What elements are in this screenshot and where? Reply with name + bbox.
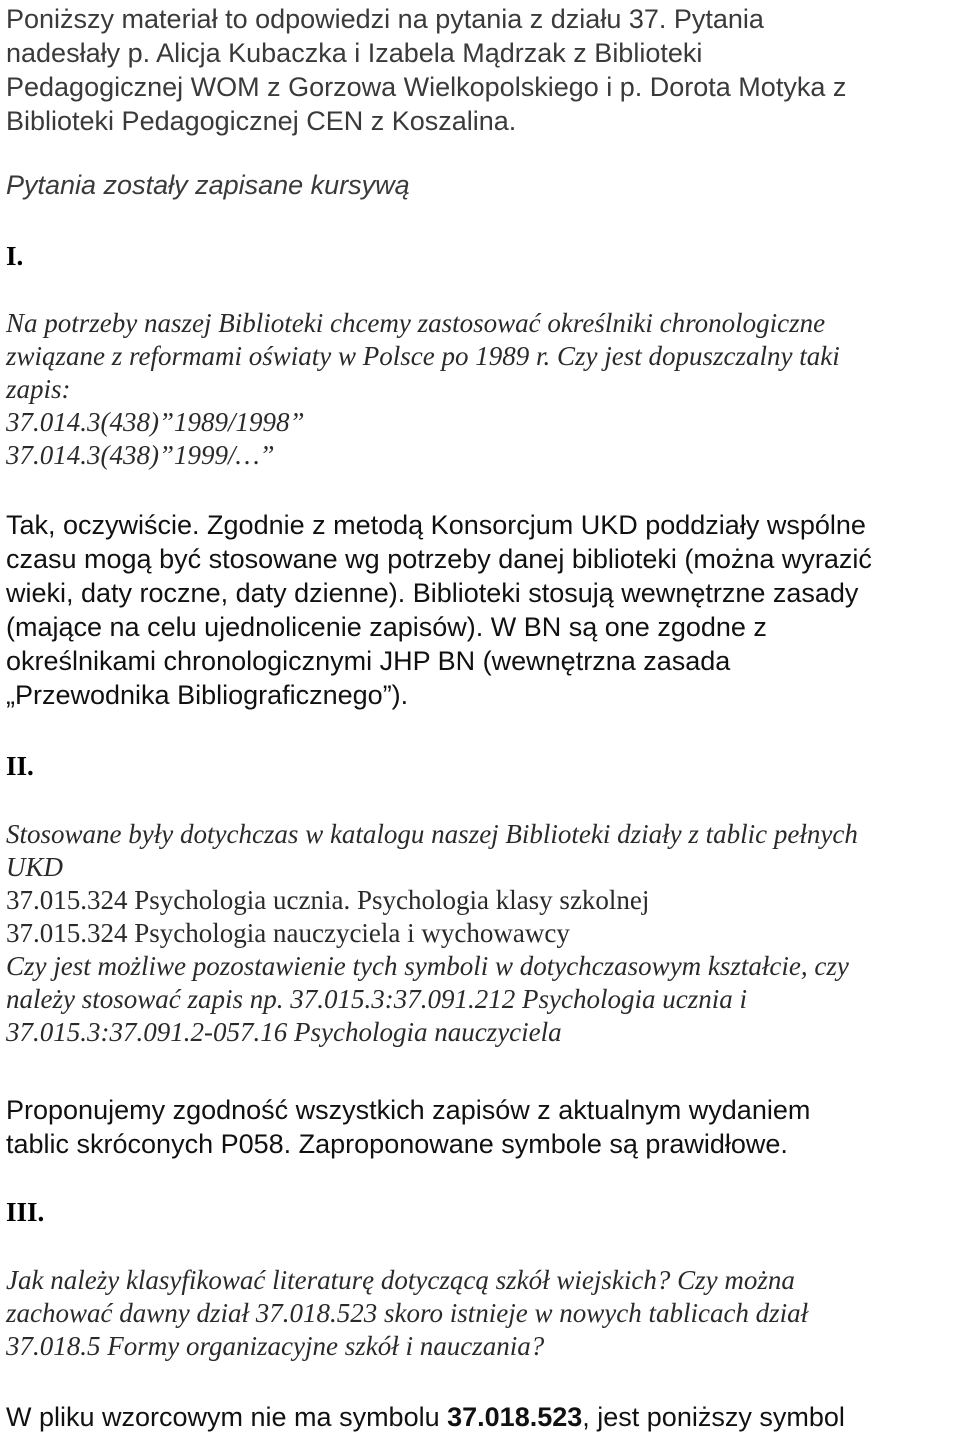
question-line: 37.015.3:37.091.2-057.16 Psychologia nauczyciela bbox=[6, 1017, 562, 1047]
code-line: 37.014.3(438)”1999/…” bbox=[6, 440, 275, 470]
answer-line: określnikami chronologicznymi JHP BN (wewnętrzna zasada bbox=[6, 646, 731, 676]
question-line: Jak należy klasyfikować literaturę dotyczącą szkół wiejskich? Czy można bbox=[6, 1265, 795, 1295]
answer-line: Tak, oczywiście. Zgodnie z metodą Konsorcjum UKD poddziały wspólne bbox=[6, 510, 866, 540]
section-heading-2: II. bbox=[6, 751, 34, 781]
question-line: Stosowane były dotychczas w katalogu naszej Biblioteki działy z tablic pełnych bbox=[6, 819, 858, 849]
section2-question bbox=[6, 818, 946, 1049]
question-line: związane z reformami oświaty w Polsce po 1989 r. Czy jest dopuszczalny taki bbox=[6, 341, 840, 371]
section-heading-3: III. bbox=[6, 1197, 45, 1227]
section1-answer bbox=[6, 508, 951, 712]
question-line: Czy jest możliwe pozostawienie tych symboli w dotychczasowym kształcie, czy bbox=[6, 951, 849, 981]
intro-line: Biblioteki Pedagogicznej CEN z Koszalina. bbox=[6, 106, 517, 136]
answer-symbol: 37.018.523 bbox=[447, 1402, 583, 1432]
symbol-line: 37.015.324 Psychologia nauczyciela i wychowawcy bbox=[6, 918, 570, 948]
intro-line: nadesłały p. Alicja Kubaczka i Izabela Mądrzak z Biblioteki bbox=[6, 38, 703, 68]
question-line: UKD bbox=[6, 852, 64, 882]
answer-line: (mające na celu ujednolicenie zapisów). W BN są one zgodne z bbox=[6, 612, 767, 642]
answer-line: Proponujemy zgodność wszystkich zapisów z aktualnym wydaniem bbox=[6, 1095, 811, 1125]
question-line: zapis: bbox=[6, 374, 71, 404]
answer-text: , jest poniższy symbol bbox=[582, 1402, 845, 1432]
section3-question bbox=[6, 1264, 946, 1363]
answer-line: czasu mogą być stosowane wg potrzeby danej biblioteki (można wyrazić bbox=[6, 544, 872, 574]
section-heading-1: I. bbox=[6, 241, 24, 271]
section3-answer bbox=[6, 1400, 951, 1434]
answer-line: wieki, daty roczne, daty dzienne). Biblioteki stosują wewnętrzne zasady bbox=[6, 578, 859, 608]
question-line: Na potrzeby naszej Biblioteki chcemy zastosować określniki chronologiczne bbox=[6, 308, 826, 338]
intro-line: Pedagogicznej WOM z Gorzowa Wielkopolskiego i p. Dorota Motyka z bbox=[6, 72, 847, 102]
intro-paragraph bbox=[6, 2, 946, 138]
intro-line: Poniższy materiał to odpowiedzi na pytania z działu 37. Pytania bbox=[6, 4, 764, 34]
section1-question bbox=[6, 307, 946, 472]
italic-note: Pytania zostały zapisane kursywą bbox=[6, 170, 410, 200]
answer-line: „Przewodnika Bibliograficznego”). bbox=[6, 680, 409, 710]
question-line: 37.018.5 Formy organizacyjne szkół i nauczania? bbox=[6, 1331, 545, 1361]
question-line: należy stosować zapis np. 37.015.3:37.091.212 Psychologia ucznia i bbox=[6, 984, 747, 1014]
symbol-line: 37.015.324 Psychologia ucznia. Psychologia klasy szkolnej bbox=[6, 885, 650, 915]
answer-line bbox=[6, 1400, 951, 1434]
answer-line: tablic skróconych P058. Zaproponowane symbole są prawidłowe. bbox=[6, 1129, 788, 1159]
section2-answer bbox=[6, 1093, 951, 1161]
code-line: 37.014.3(438)”1989/1998” bbox=[6, 407, 305, 437]
answer-text: W pliku wzorcowym nie ma symbolu bbox=[6, 1402, 448, 1432]
question-line: zachować dawny dział 37.018.523 skoro istnieje w nowych tablicach dział bbox=[6, 1298, 809, 1328]
